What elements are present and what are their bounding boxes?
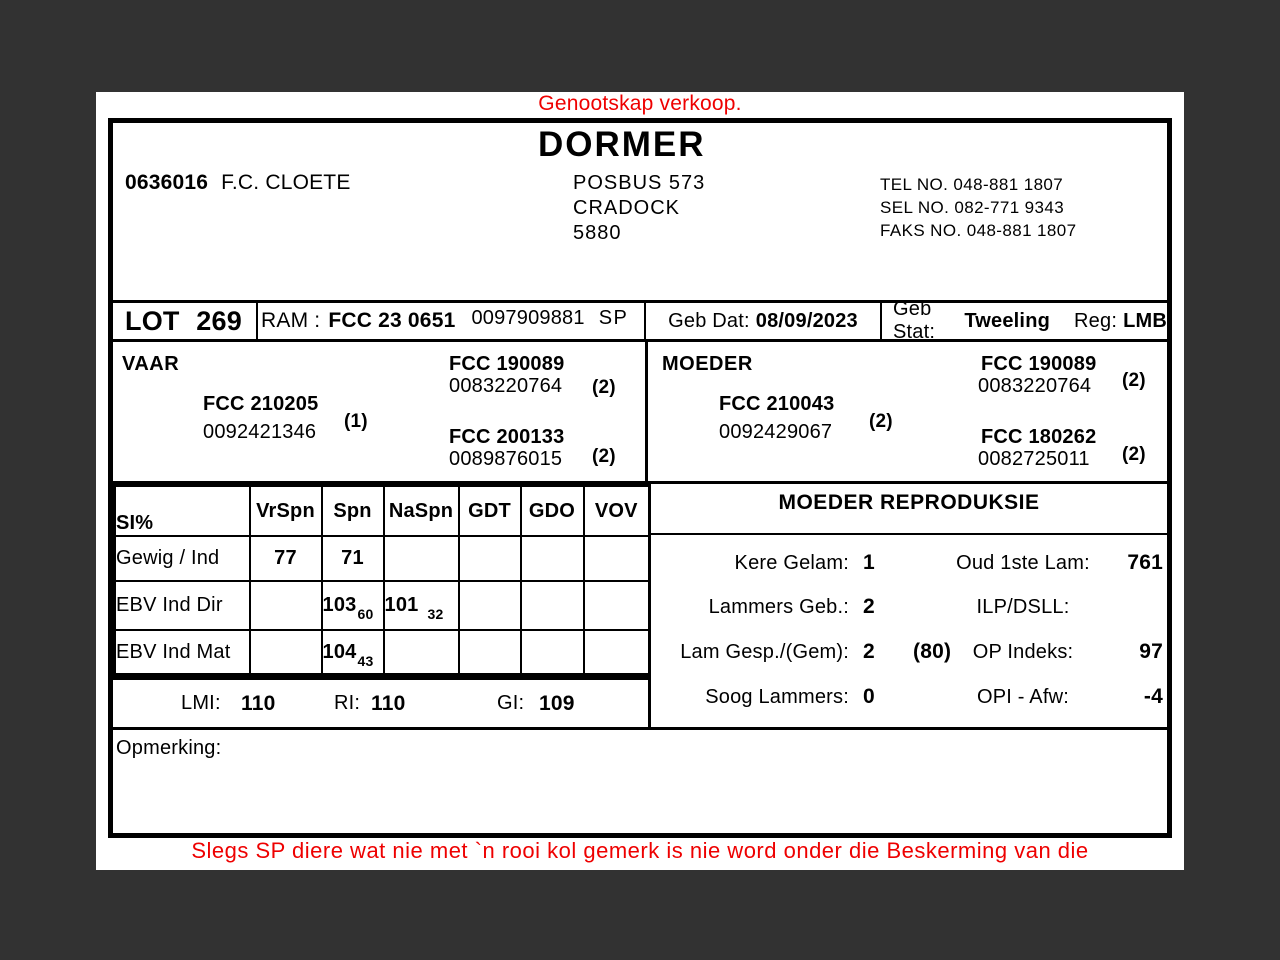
ri-value: 110	[371, 692, 406, 715]
table-row-ebv-dir	[115, 581, 650, 631]
cell-value: 103	[322, 593, 357, 616]
table-header-row	[115, 486, 650, 537]
contact-list	[880, 173, 1076, 242]
owner-name: F.C. CLOETE	[221, 171, 351, 194]
birth-date-label: Geb Dat:	[668, 309, 750, 332]
repro-value: 1	[863, 551, 875, 574]
cell-naspn	[384, 581, 459, 631]
birth-status-cell	[882, 298, 1167, 343]
dam-heading: MOEDER	[662, 353, 753, 375]
repro-label: OP Indeks:	[972, 641, 1074, 663]
repro-value: 0	[863, 685, 875, 708]
dam-grandsire-id: FCC 190089	[981, 353, 1097, 375]
dam-id: FCC 210043	[719, 393, 835, 415]
gi-label: GI:	[497, 692, 525, 714]
repro-label: Lam Gesp./(Gem):	[680, 641, 849, 663]
breed-title: DORMER	[538, 125, 706, 164]
repro-label: ILP/DSLL:	[976, 596, 1070, 618]
address-line-3: 5880	[573, 222, 622, 244]
sire-grandsire-flag: (2)	[592, 377, 616, 398]
cell-gdo	[521, 630, 584, 674]
cell-vrspn: 77	[250, 536, 322, 580]
dam-reproduction-panel	[648, 484, 1167, 727]
ri-label: RI:	[334, 692, 361, 714]
col-header-gdo: GDO	[521, 486, 584, 537]
cell-vov	[584, 630, 650, 674]
cell-value: 101	[384, 593, 419, 616]
dam-tag: 0092429067	[719, 421, 833, 443]
remarks-section	[113, 727, 1167, 833]
col-header-vov: VOV	[584, 486, 650, 537]
repro-label: Kere Gelam:	[734, 552, 849, 574]
col-header-naspn: NaSpn	[384, 486, 459, 537]
repro-label: Soog Lammers:	[705, 686, 849, 708]
lot-row	[113, 300, 1167, 342]
repro-label: OPI - Afw:	[976, 686, 1070, 708]
value-accuracy-subscript: 43	[357, 652, 374, 669]
value-accuracy-subscript: 32	[427, 605, 444, 622]
pedigree-section	[113, 342, 1167, 481]
cell-gdt	[459, 536, 521, 580]
lot-number: LOT 269	[113, 303, 258, 339]
cell-gdo	[521, 536, 584, 580]
main-section	[113, 481, 1167, 727]
cell-vov	[584, 536, 650, 580]
sire-tag: 0092421346	[203, 421, 317, 443]
sire-flag: (1)	[344, 411, 368, 432]
cell-vov	[584, 581, 650, 631]
cell-naspn	[384, 630, 459, 674]
lot-card	[108, 118, 1172, 838]
lmi-label: LMI:	[181, 692, 221, 714]
repro-value: 2	[863, 595, 875, 618]
tel-line: TEL NO. 048-881 1807	[880, 175, 1064, 194]
dam-grandsire-tag: 0083220764	[978, 375, 1092, 397]
tag-number: 0097909881	[471, 306, 585, 329]
birth-status-label: Geb Stat:	[893, 298, 936, 343]
owner-line	[125, 171, 351, 195]
col-header-vrspn: VrSpn	[250, 486, 322, 537]
remarks-label: Opmerking:	[116, 737, 222, 759]
faks-line: FAKS NO. 048-881 1807	[880, 221, 1077, 240]
cell-spn	[322, 581, 384, 631]
member-number: 0636016	[125, 171, 209, 194]
birth-status-value: Tweeling	[964, 309, 1051, 332]
sel-line: SEL NO. 082-771 9343	[880, 198, 1065, 217]
repro-value: 761	[1127, 551, 1163, 574]
sp-protection-note: Slegs SP diere wat nie met `n rooi kol gemerk is nie word onder die Beskerming van die	[191, 838, 1089, 863]
cell-spn: 71	[322, 536, 384, 580]
cell-spn	[322, 630, 384, 674]
row-label: Gewig / Ind	[115, 536, 250, 580]
row-label: EBV Ind Dir	[115, 581, 250, 631]
repro-label: Lammers Geb.:	[708, 596, 849, 618]
cell-naspn	[384, 536, 459, 580]
sp-flag: SP	[598, 306, 629, 329]
cell-gdt	[459, 630, 521, 674]
dam-grandsire-flag: (2)	[1122, 370, 1146, 391]
cell-value: 104	[322, 640, 357, 663]
sex-label: RAM :	[261, 309, 321, 332]
col-header-gdt: GDT	[459, 486, 521, 537]
repro-value: 97	[1139, 640, 1163, 663]
birth-date-value: 08/09/2023	[755, 309, 858, 332]
table-row-gewig	[115, 536, 650, 580]
cell-vrspn	[250, 630, 322, 674]
repro-row-4	[651, 682, 1167, 712]
card-header	[113, 123, 1167, 300]
cell-vrspn	[250, 581, 322, 631]
reg-value: LMB	[1123, 309, 1167, 332]
dam-granddam-flag: (2)	[1122, 444, 1146, 465]
table-row-ebv-mat	[115, 630, 650, 674]
sire-granddam-flag: (2)	[592, 446, 616, 467]
animal-identification	[258, 303, 646, 339]
sire-granddam-id: FCC 200133	[449, 426, 565, 448]
sire-grandsire-tag: 0083220764	[449, 375, 563, 397]
address-line-1: POSBUS 573	[573, 172, 706, 194]
dam-granddam-tag: 0082725011	[978, 448, 1090, 470]
dam-flag: (2)	[869, 411, 893, 432]
gi-value: 109	[539, 692, 575, 715]
cell-gdt	[459, 581, 521, 631]
sire-grandsire-id: FCC 190089	[449, 353, 565, 375]
col-header-si: SI%	[115, 486, 250, 537]
catalog-sheet	[96, 92, 1184, 870]
lmi-value: 110	[241, 692, 276, 715]
sire-panel	[113, 342, 648, 481]
col-header-spn: Spn	[322, 486, 384, 537]
row-label: EBV Ind Mat	[115, 630, 250, 674]
value-accuracy-subscript: 60	[357, 605, 374, 622]
birth-date-cell	[646, 303, 882, 339]
repro-label: Oud 1ste Lam:	[956, 552, 1090, 574]
cell-gdo	[521, 581, 584, 631]
reg-label: Reg:	[1074, 309, 1118, 332]
reproduction-heading: MOEDER REPRODUKSIE	[778, 491, 1040, 514]
postal-address	[573, 171, 705, 246]
sire-heading: VAAR	[122, 353, 180, 375]
performance-table	[113, 484, 651, 676]
animal-id: FCC 23 0651	[328, 309, 456, 332]
society-sale-note: Genootskap verkoop.	[538, 92, 742, 115]
indices-row	[113, 676, 648, 727]
sire-id: FCC 210205	[203, 393, 319, 415]
heading-divider	[651, 533, 1167, 535]
repro-row-3	[651, 637, 1167, 667]
repro-row-2	[651, 592, 1167, 622]
dam-panel	[651, 342, 1167, 481]
sire-granddam-tag: 0089876015	[449, 448, 563, 470]
address-line-2: CRADOCK	[573, 197, 681, 219]
repro-value: 2	[863, 640, 875, 663]
repro-value: -4	[1143, 685, 1163, 708]
dam-granddam-id: FCC 180262	[981, 426, 1097, 448]
repro-row-1	[651, 548, 1167, 578]
repro-extra-value: (80)	[913, 640, 952, 663]
